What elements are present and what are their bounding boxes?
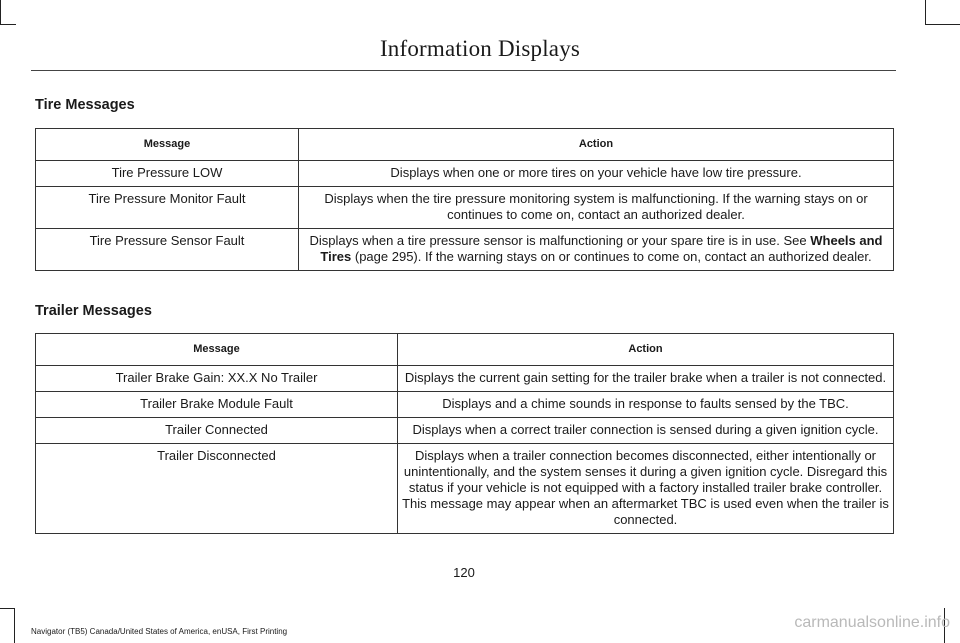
column-header-message: Message <box>36 334 398 366</box>
message-cell: Trailer Brake Gain: XX.X No Trailer <box>36 366 398 392</box>
cross-reference-link[interactable]: Wheels and Tires <box>320 233 883 264</box>
header-rule <box>31 70 896 71</box>
column-header-action: Action <box>398 334 894 366</box>
message-cell: Tire Pressure LOW <box>36 161 299 187</box>
message-cell: Tire Pressure Monitor Fault <box>36 187 299 229</box>
table-header-row <box>36 334 894 366</box>
message-cell: Trailer Disconnected <box>36 444 398 534</box>
crop-mark <box>0 608 15 609</box>
watermark: carmanualsonline.info <box>794 614 950 631</box>
action-text: (page 295). If the warning stays on or continues to come on, contact an authorized dealer. <box>354 249 872 264</box>
action-cell <box>299 229 894 271</box>
message-cell: Tire Pressure Sensor Fault <box>36 229 299 271</box>
message-cell: Trailer Connected <box>36 418 398 444</box>
table-row <box>36 366 894 392</box>
trailer-messages-heading: Trailer Messages <box>35 303 152 319</box>
trailer-messages-table <box>35 333 894 534</box>
crop-mark <box>0 0 1 24</box>
column-header-action: Action <box>299 129 894 161</box>
action-cell: Displays when one or more tires on your vehicle have low tire pressure. <box>299 161 894 187</box>
table-row <box>36 444 894 534</box>
action-cell: Displays when the tire pressure monitoring system is malfunctioning. If the warning stays on or continues to come on, contact an authorized dealer. <box>299 187 894 229</box>
action-text: Displays when a tire pressure sensor is malfunctioning or your spare tire is in use. See <box>309 233 807 248</box>
action-cell: Displays when a trailer connection becomes disconnected, either intentionally or unintentionally, and the system senses it during a given ignition cycle. Disregard this status if your vehicle is not equipped with a factory installed trailer brake controller. This message may appear when an aftermarket TBC is used even when the trailer is connected. <box>398 444 894 534</box>
table-row <box>36 392 894 418</box>
crop-mark <box>0 24 16 25</box>
crop-mark <box>14 608 15 643</box>
crop-mark <box>925 0 926 24</box>
action-cell: Displays when a correct trailer connection is sensed during a given ignition cycle. <box>398 418 894 444</box>
table-row <box>36 161 894 187</box>
table-row <box>36 187 894 229</box>
action-cell: Displays and a chime sounds in response to faults sensed by the TBC. <box>398 392 894 418</box>
crop-mark <box>925 24 960 25</box>
column-header-message: Message <box>36 129 299 161</box>
tire-messages-table <box>35 128 894 271</box>
footer-text: Navigator (TB5) Canada/United States of America, enUSA, First Printing <box>31 627 288 636</box>
table-row <box>36 418 894 444</box>
page-number: 120 <box>453 565 475 580</box>
action-cell: Displays the current gain setting for the trailer brake when a trailer is not connected. <box>398 366 894 392</box>
table-row <box>36 229 894 271</box>
message-cell: Trailer Brake Module Fault <box>36 392 398 418</box>
page-title: Information Displays <box>379 36 581 61</box>
tire-messages-heading: Tire Messages <box>35 97 135 113</box>
table-header-row <box>36 129 894 161</box>
